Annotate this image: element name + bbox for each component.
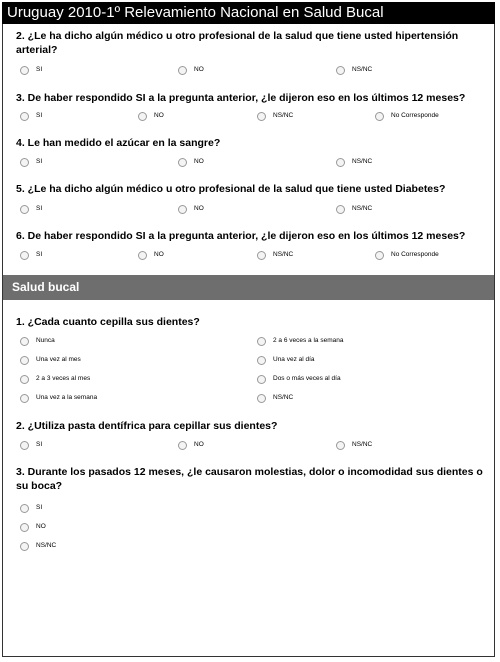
radio-button-icon[interactable] — [257, 337, 266, 346]
option-diabetes-recent-si[interactable]: SI — [20, 249, 42, 261]
option-diabetes-no[interactable]: NO — [178, 203, 204, 215]
option-toothpaste-nsnc[interactable]: NS/NC — [336, 439, 372, 451]
option-toothpaste-si[interactable]: SI — [20, 439, 42, 451]
question-hypertension: 2. ¿Le ha dicho algún médico u otro profesional de la salud que tiene usted hipertensión arterial? — [16, 30, 459, 56]
option-hypertension-no[interactable]: NO — [178, 64, 204, 76]
radio-button-icon[interactable] — [178, 205, 187, 214]
option-diabetes-recent-no[interactable]: NO — [138, 249, 164, 261]
option-toothpaste-no[interactable]: NO — [178, 439, 204, 451]
radio-button-icon[interactable] — [257, 394, 266, 403]
radio-button-icon[interactable] — [20, 158, 29, 167]
option-diabetes-nsnc[interactable]: NS/NC — [336, 203, 372, 215]
radio-button-icon[interactable] — [20, 441, 29, 450]
option-hypertension-nsnc[interactable]: NS/NC — [336, 64, 372, 76]
option-brushing-monthly[interactable]: Una vez al mes — [20, 354, 81, 366]
question-blood-sugar: 4. Le han medido el azúcar en la sangre? — [16, 137, 221, 149]
question-diabetes: 5. ¿Le ha dicho algún médico u otro profesional de la salud que tiene usted Diabetes? — [16, 183, 446, 195]
radio-button-icon[interactable] — [20, 523, 29, 532]
option-brushing-twice-daily[interactable]: Dos o más veces al día — [257, 373, 341, 385]
radio-button-icon[interactable] — [20, 542, 29, 551]
option-diabetes-si[interactable]: SI — [20, 203, 42, 215]
radio-button-icon[interactable] — [336, 66, 345, 75]
question-dental-pain: 3. Durante los pasados 12 meses, ¿le causaron molestias, dolor o incomodidad sus dientes o su boca? — [16, 466, 483, 492]
question-diabetes-recent: 6. De haber respondido SI a la pregunta anterior, ¿le dijeron eso en los últimos 12 meses? — [16, 230, 466, 242]
radio-button-icon[interactable] — [138, 112, 147, 121]
radio-button-icon[interactable] — [20, 337, 29, 346]
radio-button-icon[interactable] — [20, 356, 29, 365]
option-hypertension-recent-no[interactable]: NO — [138, 110, 164, 122]
section-header-oral-health: Salud bucal — [3, 275, 494, 300]
radio-button-icon[interactable] — [336, 158, 345, 167]
radio-button-icon[interactable] — [257, 375, 266, 384]
option-blood-sugar-no[interactable]: NO — [178, 156, 204, 168]
radio-button-icon[interactable] — [257, 112, 266, 121]
radio-button-icon[interactable] — [257, 356, 266, 365]
radio-button-icon[interactable] — [336, 441, 345, 450]
radio-button-icon[interactable] — [178, 441, 187, 450]
option-brushing-2-3-month[interactable]: 2 a 3 veces al mes — [20, 373, 90, 385]
option-diabetes-recent-nsnc[interactable]: NS/NC — [257, 249, 293, 261]
option-brushing-daily[interactable]: Una vez al día — [257, 354, 315, 366]
radio-button-icon[interactable] — [178, 158, 187, 167]
option-hypertension-recent-si[interactable]: SI — [20, 110, 42, 122]
option-hypertension-recent-nsnc[interactable]: NS/NC — [257, 110, 293, 122]
option-dental-pain-si[interactable]: SI — [20, 502, 42, 514]
radio-button-icon[interactable] — [257, 251, 266, 260]
option-dental-pain-nsnc[interactable]: NS/NC — [20, 540, 56, 552]
radio-button-icon[interactable] — [20, 394, 29, 403]
option-blood-sugar-si[interactable]: SI — [20, 156, 42, 168]
radio-button-icon[interactable] — [20, 375, 29, 384]
option-brushing-nsnc[interactable]: NS/NC — [257, 392, 293, 404]
radio-button-icon[interactable] — [336, 205, 345, 214]
radio-button-icon[interactable] — [375, 112, 384, 121]
option-dental-pain-no[interactable]: NO — [20, 521, 46, 533]
radio-button-icon[interactable] — [20, 205, 29, 214]
radio-button-icon[interactable] — [20, 112, 29, 121]
radio-button-icon[interactable] — [138, 251, 147, 260]
option-brushing-nunca[interactable]: Nunca — [20, 335, 55, 347]
question-hypertension-recent: 3. De haber respondido SI a la pregunta anterior, ¿le dijeron eso en los últimos 12 meses? — [16, 92, 466, 104]
option-hypertension-recent-nocorresponde[interactable]: No Corresponde — [375, 110, 439, 122]
radio-button-icon[interactable] — [178, 66, 187, 75]
option-diabetes-recent-nocorresponde[interactable]: No Corresponde — [375, 249, 439, 261]
question-toothpaste: 2. ¿Utiliza pasta dentífrica para cepillar sus dientes? — [16, 420, 278, 432]
radio-button-icon[interactable] — [20, 66, 29, 75]
option-blood-sugar-nsnc[interactable]: NS/NC — [336, 156, 372, 168]
question-brushing-frequency: 1. ¿Cada cuanto cepilla sus dientes? — [16, 316, 200, 328]
option-hypertension-si[interactable]: SI — [20, 64, 42, 76]
radio-button-icon[interactable] — [20, 504, 29, 513]
form-title: Uruguay 2010-1º Relevamiento Nacional en Salud Bucal — [2, 2, 495, 24]
radio-button-icon[interactable] — [20, 251, 29, 260]
option-brushing-weekly[interactable]: Una vez a la semana — [20, 392, 97, 404]
radio-button-icon[interactable] — [375, 251, 384, 260]
option-brushing-2-6-week[interactable]: 2 a 6 veces a la semana — [257, 335, 343, 347]
